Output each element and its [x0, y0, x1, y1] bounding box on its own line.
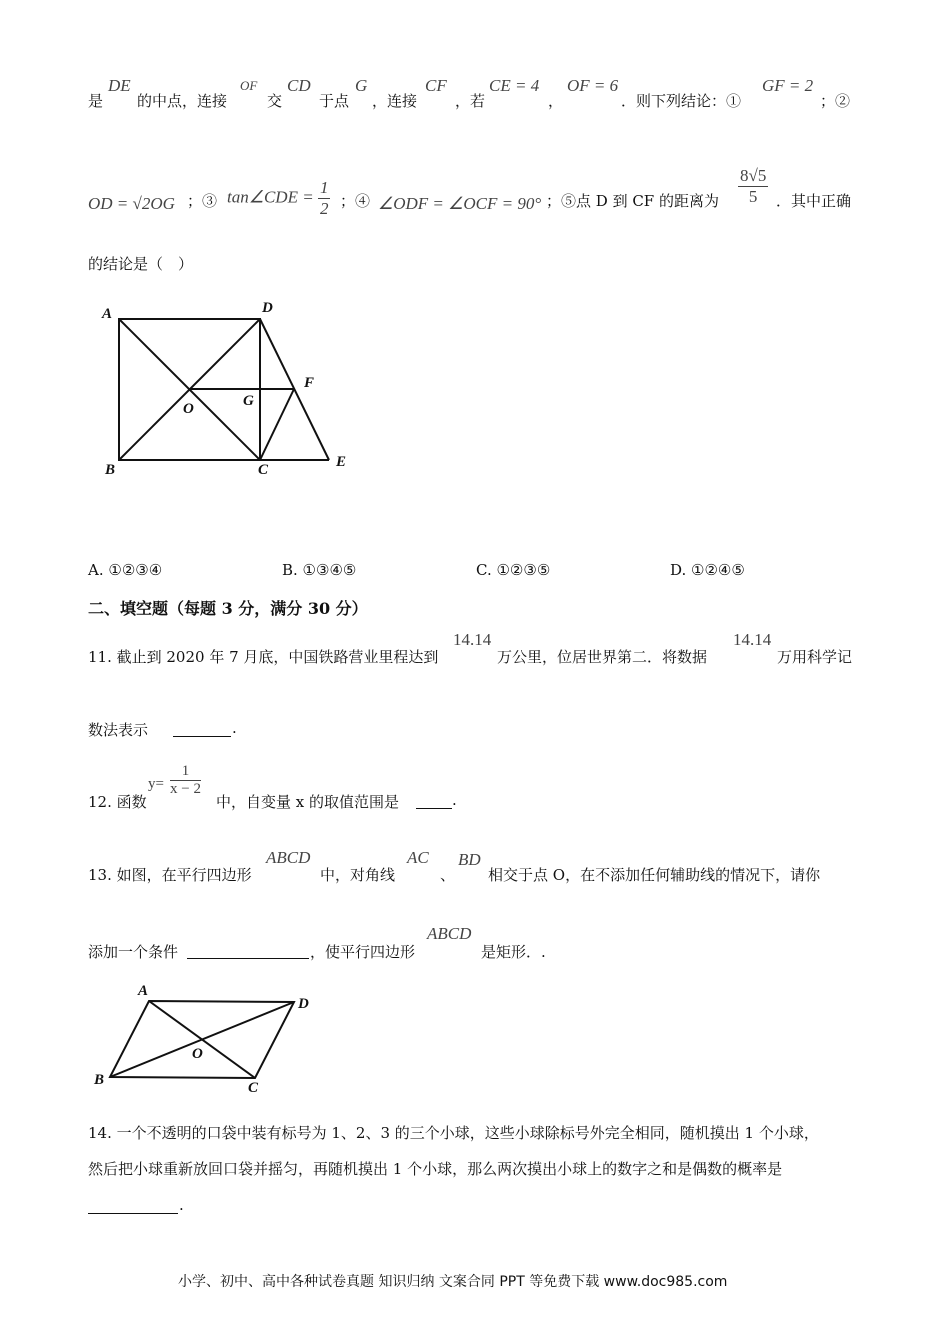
q10-math-OF: OF	[240, 78, 258, 93]
q14-text-l2: 然后把小球重新放回口袋并摇匀，再随机摸出 1 个小球，那么两次摸出小球上的数字之和是偶数的概率是	[88, 1160, 783, 1178]
q10-text-zhongdian: 的中点，连接	[137, 92, 228, 110]
page-footer: 小学、初中、高中各种试卷真题 知识归纳 文案合同 PPT 等免费下载 www.doc985.com	[178, 1274, 728, 1290]
q10-math-GF2: GF = 2	[762, 76, 814, 95]
fig2-label-O: O	[192, 1046, 203, 1062]
q10-math-distance	[738, 166, 768, 207]
fig2-label-C: C	[248, 1080, 259, 1095]
q10-text-c4: ；④	[340, 192, 371, 210]
q13-text-l2c: 是矩形．.	[481, 943, 546, 961]
q11-text-l2: 数法表示	[88, 721, 149, 739]
q10-math-OF6: OF = 6	[567, 76, 619, 95]
q10-text-jiao: 交	[267, 92, 283, 110]
q12-answer-blank[interactable]	[416, 794, 452, 808]
q10-text-ruo: ，若	[455, 92, 486, 110]
q13-text-p2: 中，对角线	[320, 866, 396, 884]
q10-math-OD: OD = √2OG	[88, 194, 175, 213]
fig2-label-A: A	[138, 983, 149, 999]
q14-answer-blank[interactable]	[88, 1198, 178, 1213]
option-b[interactable]: B. ①③④⑤	[282, 561, 357, 579]
fig1-label-D: D	[262, 300, 273, 316]
q10-math-tan	[227, 178, 330, 219]
option-c[interactable]: C. ①②③⑤	[476, 561, 551, 579]
q11-answer-blank[interactable]	[173, 722, 231, 736]
fig1-label-A: A	[102, 306, 113, 322]
q11-text-p1: 11. 截止到 2020 年 7 月底，中国铁路营业里程达到	[88, 648, 439, 666]
fig1-label-E: E	[336, 454, 347, 470]
q13-math-AC: AC	[407, 848, 429, 867]
distance-denominator: 5	[748, 187, 758, 206]
q12-denominator: x − 2	[170, 781, 201, 797]
q13-math-ABCD-2: ABCD	[427, 924, 472, 943]
q13-text-p1: 13. 如图，在平行四边形	[88, 866, 252, 884]
q12-math-y: y=	[148, 776, 164, 792]
tan-fraction	[318, 178, 331, 219]
q10-math-CF: CF	[425, 76, 447, 95]
q10-text-c5: ；⑤点 D 到 CF 的距离为	[546, 192, 719, 210]
q10-math-angles: ∠ODF = ∠OCF = 90°	[378, 194, 542, 213]
q12-math-fraction	[170, 763, 201, 798]
q13-text-p3: 相交于点 O，在不添加任何辅助线的情况下，请你	[488, 866, 821, 884]
q10-text-end: ．其中正确	[776, 192, 852, 210]
tan-lhs: tan∠CDE =	[227, 187, 314, 207]
q13-math-BD: BD	[458, 850, 481, 869]
q13-answer-blank[interactable]	[187, 943, 309, 958]
q13-figure	[88, 980, 328, 1095]
q12-text-end: .	[452, 791, 457, 809]
q13-text-sep: 、	[440, 866, 456, 884]
option-d[interactable]: D. ①②④⑤	[670, 561, 745, 579]
q12-text-p1: 12. 函数	[88, 793, 147, 811]
q10-text-c3: ；③	[187, 192, 218, 210]
q13-math-ABCD: ABCD	[266, 848, 311, 867]
q11-num-1: 14.14	[453, 630, 492, 649]
q12-fraction	[170, 763, 201, 798]
q10-text-comma: ，	[548, 92, 564, 110]
distance-fraction	[738, 166, 768, 207]
option-a[interactable]: A. ①②③④	[88, 561, 163, 579]
fig1-label-C: C	[258, 462, 269, 478]
q12-numerator: 1	[170, 763, 201, 781]
q10-text-line3: 的结论是（ ）	[88, 255, 194, 273]
distance-numerator: 8√5	[740, 166, 767, 185]
fig1-label-O: O	[183, 401, 194, 417]
fig1-label-B: B	[105, 462, 116, 478]
q11-text-p2: 万公里，位居世界第二．将数据	[497, 648, 708, 666]
q11-text-p3: 万用科学记	[777, 648, 853, 666]
q10-text-lianjie: ，连接	[372, 92, 418, 110]
fig1-label-F: F	[304, 375, 315, 391]
fig2-label-B: B	[94, 1072, 105, 1088]
q14-text-l1: 14. 一个不透明的口袋中装有标号为 1、2、3 的三个小球，这些小球除标号外完全相同，随机摸出 1 个小球，	[88, 1124, 819, 1142]
fig2-label-D: D	[298, 996, 309, 1012]
fig1-label-G: G	[243, 393, 254, 409]
tan-denominator: 2	[319, 199, 329, 218]
section-2-heading: 二、填空题（每题 3 分，满分 30 分）	[88, 599, 368, 618]
q10-math-CD: CD	[287, 76, 311, 95]
q10-text-shi: 是	[88, 92, 104, 110]
q14-text-end: .	[179, 1196, 184, 1214]
q10-math-DE: DE	[108, 76, 131, 95]
q10-text-yudian: 于点	[319, 92, 350, 110]
q10-math-G: G	[355, 76, 368, 95]
q13-text-l2a: 添加一个条件	[88, 943, 179, 961]
q10-text-conclusions: ．则下列结论：①	[621, 92, 742, 110]
q13-text-l2b: ，使平行四边形	[310, 943, 416, 961]
q11-text-end: .	[232, 719, 237, 737]
q11-num-2: 14.14	[733, 630, 772, 649]
q10-math-CE4: CE = 4	[489, 76, 540, 95]
q12-text-p2: 中，自变量 x 的取值范围是	[216, 793, 399, 811]
q10-figure	[96, 296, 366, 486]
q10-text-c2: ；②	[820, 92, 851, 110]
tan-numerator: 1	[319, 178, 329, 197]
